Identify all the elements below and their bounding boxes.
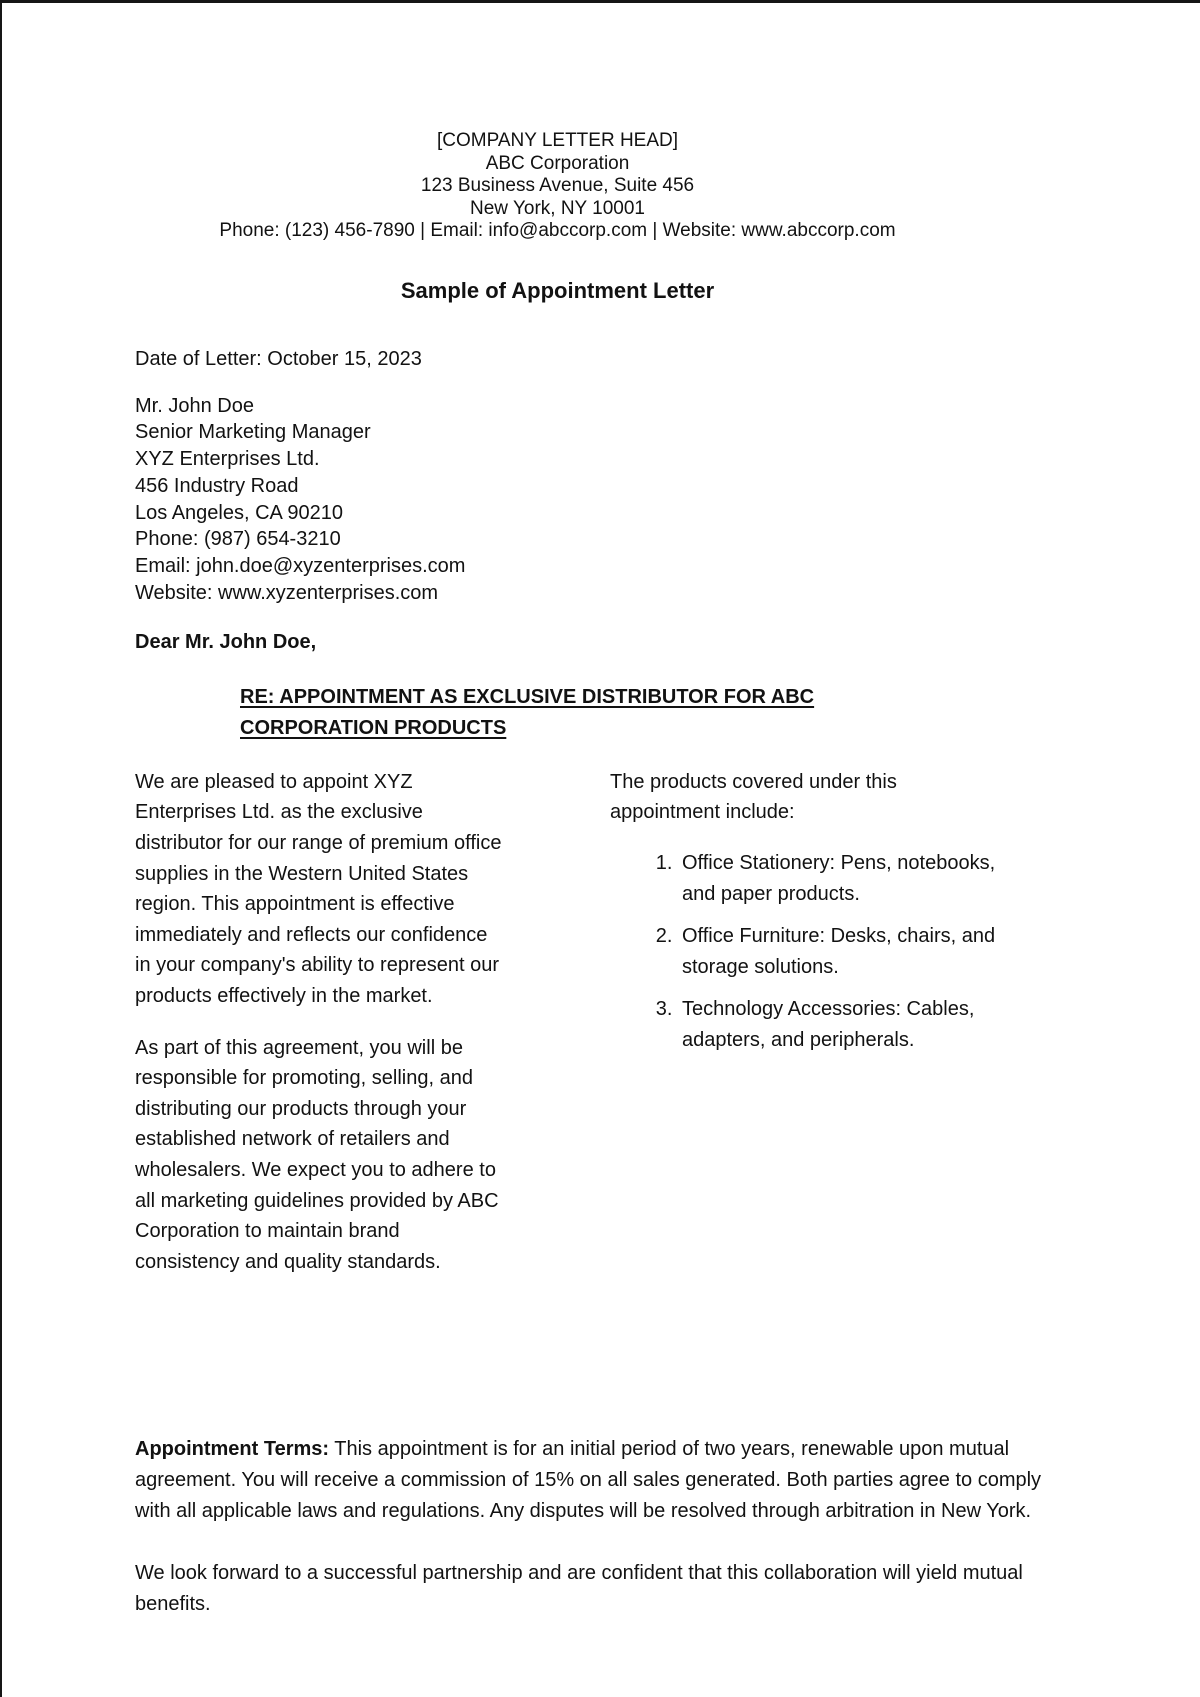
letterhead: [135, 3, 980, 243]
responsibilities-paragraph: As part of this agreement, you will be responsible for promoting, selling, and distributing our products through your established network of retailers and wholesalers. We expect you to adhere to all marketing guidelines provided by ABC Corporation to maintain brand consistency and quality standards.: [135, 1036, 499, 1273]
letterhead-address: 123 Business Avenue, Suite 456: [420, 175, 695, 196]
right-column: [610, 767, 1010, 1278]
list-item: 3. Technology Accessories: Cables, adapters, and peripherals.: [678, 994, 1010, 1055]
recipient-company: XYZ Enterprises Ltd.: [135, 448, 320, 471]
letterhead-contact: Phone: (123) 456-7890 | Email: info@abccorp.com | Website: www.abccorp.com: [219, 220, 896, 241]
recipient-email: Email: john.doe@xyzenterprises.com: [135, 555, 466, 578]
letterhead-placeholder: [COMPANY LETTER HEAD]: [436, 130, 679, 151]
recipient-street: 456 Industry Road: [135, 474, 299, 497]
subject-heading: [240, 682, 1070, 744]
terms-label: Appointment Terms:: [135, 1438, 330, 1461]
appointment-paragraph: We are pleased to appoint XYZ Enterprises Ltd. as the exclusive distributor for our range of premium office supplies in the Western United States region. This appointment is effective immediately and reflects our confidence in your company's ability to represent our products effectively in the market.: [135, 770, 502, 1008]
list-item: 2. Office Furniture: Desks, chairs, and storage solutions.: [678, 921, 1010, 982]
list-item: 1. Office Stationery: Pens, notebooks, and paper products.: [678, 848, 1010, 909]
subject-line-2: CORPORATION PRODUCTS: [240, 716, 507, 739]
date-line: Date of Letter: October 15, 2023: [135, 347, 422, 370]
salutation: Dear Mr. John Doe,: [135, 630, 317, 653]
letterhead-company: ABC Corporation: [485, 152, 630, 174]
recipient-city: Los Angeles, CA 90210: [135, 501, 343, 524]
page-title: Sample of Appointment Letter: [400, 277, 715, 303]
products-list: [610, 848, 1010, 1056]
two-column-section: [135, 767, 1070, 1278]
products-intro: The products covered under this appointment include:: [610, 770, 897, 824]
recipient-website: Website: www.xyzenterprises.com: [135, 582, 439, 605]
letter-body: [135, 346, 1070, 1620]
recipient-phone: Phone: (987) 654-3210: [135, 528, 341, 551]
closing-paragraph: We look forward to a successful partnership and are confident that this collaboration will yield mutual benefits.: [135, 1562, 1023, 1615]
terms-paragraph: [135, 1434, 1070, 1526]
subject-line-1: RE: APPOINTMENT AS EXCLUSIVE DISTRIBUTOR FOR ABC: [240, 685, 815, 708]
recipient-name: Mr. John Doe: [135, 394, 254, 417]
recipient-job-title: Senior Marketing Manager: [135, 421, 371, 444]
recipient-block: [135, 393, 1070, 607]
letterhead-city: New York, NY 10001: [470, 197, 645, 219]
terms-text: This appointment is for an initial period of two years, renewable upon mutual agreement. You will receive a commission of 15% on all sales generated. Both parties agree to comply with all applicable laws and regulations. Any disputes will be resolved through arbitration in New York.: [135, 1438, 1042, 1522]
left-column: [135, 767, 507, 1278]
